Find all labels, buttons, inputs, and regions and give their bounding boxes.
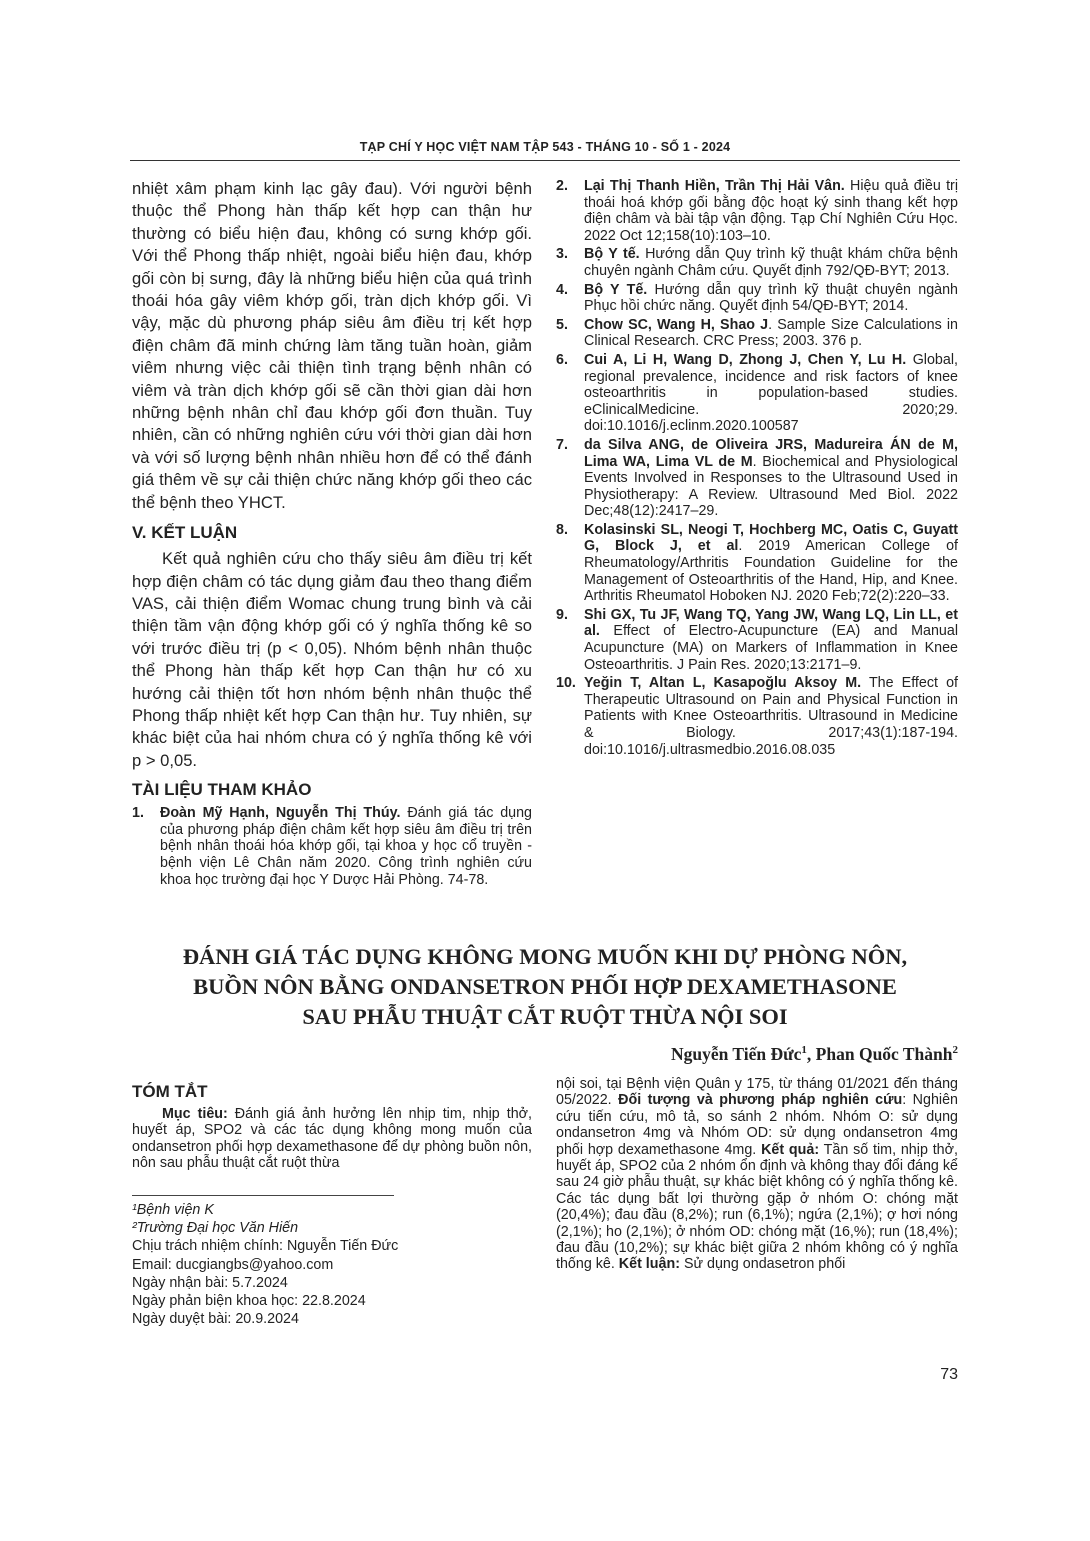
reference-body: Đánh giá tác dụng của phương pháp điện châm kết hợp siêu âm điều trị trên bệnh nhân thoái hóa khớp gối, tại khoa y học cổ truyền - bệnh viện Lê Chân năm 2020. Công trình nghiên cứu khoa học trường đại học Y Dược Hải Phòng. 74-78. [160, 805, 533, 888]
reference-item [556, 675, 958, 758]
reference-item [556, 352, 958, 435]
reference-text [584, 522, 958, 605]
reference-text [584, 317, 958, 350]
reference-item [556, 178, 958, 244]
affiliation-2: ²Trường Đại học Văn Hiến [132, 1220, 299, 1237]
reference-text [584, 282, 958, 315]
reference-body: Hướng dẫn quy trình kỹ thuật chuyên ngành Phục hồi chức năng. Quyết định 54/QĐ-BYT; 2014. [584, 281, 958, 315]
left-column [132, 178, 532, 890]
reference-authors: Bộ Y Tế. [584, 281, 648, 298]
discussion-paragraph: nhiệt xâm phạm kinh lạc gây đau). Với người bệnh thuộc thể Phong hàn thấp kết hợp can thận hư thường có biểu hiện đau, không có sưng khớp gối. Với thể Phong thấp nhiệt, ngoài biểu hiện đau, khớp gối còn bị sưng, đây là những biểu hiện của quá trình thoái hóa gây viêm khớp gối, tràn dịch khớp gối. Vì vậy, mặc dù phương pháp siêu âm điều trị kết hợp điện châm đã minh chứng làm tăng tuần hoàn, giảm viêm nhưng việc cải thiện tình trạng bệnh nhân có viêm và tràn dịch khớp gối sẽ cần thời gian dài hơn những bệnh nhân chỉ đau khớp gối đơn thuần. Tuy nhiên, cần có những nghiên cứu với thời gian dài hơn và với số lượng bệnh nhân nhiều hơn để có thể đánh giá thêm về sự cải thiện chức năng khớp gối theo các thể bệnh theo YHCT. [132, 179, 532, 512]
page-number: 73 [940, 1366, 958, 1383]
abstract-objective [132, 1106, 532, 1172]
abstract-text: Tần số tim, nhịp thở, huyết áp, SPO2 của 2 nhóm ổn định và không thay đổi đáng kể sau 24 giờ phẫu thuật, sự khác biệt không có ý nghĩa thống kê. Các tác dụng bất lợi thường gặp ở nhóm O: chóng mặt (20,4%); đau đầu (8,2%); run (6,1%); ngứa (2,1%); ợ hơi nóng (2,1%); ho (2,1%); ở nhóm OD: chóng mặt (16,%); run (18,4%); đau đầu (10,2%); sự khác biệt giữa 2 nhóm không có ý nghĩa thống kê. [556, 1141, 958, 1273]
right-column-references [556, 178, 958, 760]
reference-authors: Đoàn Mỹ Hạnh, Nguyễn Thị Thúy. [160, 805, 401, 822]
reference-number: 8. [556, 521, 568, 538]
journal-header: TẠP CHÍ Y HỌC VIỆT NAM TẬP 543 - THÁNG 10 - SỐ 1 - 2024 [359, 140, 731, 154]
reference-authors: Shi GX, Tu JF, Wang TQ, Yang JW, Wang LQ, Lin LL, et al. [584, 606, 958, 640]
reference-item [556, 282, 958, 315]
reference-text [584, 246, 958, 279]
reference-number: 7. [556, 436, 568, 453]
reference-body: Global, regional prevalence, incidence and risk factors of knee osteoarthritis in population-based studies. eClinicalMedicine. 2020;29. doi:10.1016/j.eclinm.2020.100587 [584, 351, 958, 435]
reference-body: . Biochemical and Physiological Events Involved in Responses to the Ultrasound Used in Physiotherapy: A Review. Ultrasound Med Biol. 2022 Dec;48(12):2417–29. [584, 453, 958, 520]
reference-body: Effect of Electro-Acupuncture (EA) and Manual Acupuncture (MA) on Markers of Inflammation in Knee Osteoarthritis. J Pain Res. 2020;13:2171–9. [584, 623, 958, 673]
references-heading: TÀI LIỆU THAM KHẢO [132, 780, 312, 800]
reference-body: Hướng dẫn Quy trình kỹ thuật khám chữa bệnh chuyên ngành Châm cứu. Quyết định 792/QĐ-BYT; 2013. [584, 246, 958, 279]
footnote-rule [132, 1195, 394, 1196]
reference-item [556, 522, 958, 605]
responsible-author: Chịu trách nhiệm chính: Nguyễn Tiến Đức [132, 1238, 399, 1255]
reference-authors: da Silva ANG, de Oliveira JRS, Madureira ÁN de M, Lima WA, Lima VL de M [584, 436, 958, 470]
article-title-line: ĐÁNH GIÁ TÁC DỤNG KHÔNG MONG MUỐN KHI DỰ PHÒNG NÔN, [182, 944, 908, 969]
reference-number: 5. [556, 316, 568, 333]
author-name: Phan Quốc Thành [815, 1044, 953, 1064]
article-title-line: BUỒN NÔN BẰNG ONDANSETRON PHỐI HỢP DEXAMETHASONE [193, 974, 897, 999]
received-date: Ngày nhận bài: 5.7.2024 [132, 1274, 288, 1291]
affiliation-1: ¹Bệnh viện K [132, 1202, 214, 1218]
article-title [130, 942, 960, 1032]
conclusion-heading: V. KẾT LUẬN [132, 523, 238, 543]
objective-label: Mục tiêu: [162, 1106, 228, 1122]
reference-item [132, 805, 532, 888]
reference-authors: Bộ Y tế. [584, 246, 640, 263]
author-affiliation-mark: 1 [801, 1044, 807, 1057]
reference-authors: Chow SC, Wang H, Shao J [584, 316, 769, 333]
reference-number: 6. [556, 351, 568, 368]
header-rule [130, 160, 960, 161]
reference-item [556, 246, 958, 279]
footnotes [132, 1201, 532, 1328]
abstract-right [556, 1076, 958, 1273]
reference-number: 2. [556, 178, 568, 194]
accepted-date: Ngày duyệt bài: 20.9.2024 [132, 1311, 299, 1328]
reference-text [160, 805, 532, 888]
reference-authors: Lại Thị Thanh Hiền, Trần Thị Hải Vân. [584, 178, 845, 194]
author-email: Email: ducgiangbs@yahoo.com [132, 1256, 334, 1273]
abstract-heading: TÓM TẮT [132, 1082, 208, 1101]
reference-text [584, 607, 958, 673]
results-label: Kết quả: [761, 1141, 820, 1158]
reference-item [556, 317, 958, 350]
reference-item [556, 437, 958, 520]
reference-text [584, 675, 958, 758]
abstract-continuation [556, 1076, 958, 1273]
abstract-text: : Nghiên cứu tiến cứu, mô tả, so sánh 2 nhóm. Nhóm O: sử dụng ondansetron 4mg và Nhóm OD: sử dụng ondansetron 4mg phối hợp dexamethasone 4mg. [556, 1092, 958, 1158]
reference-text [584, 437, 958, 520]
reference-body: . 2019 American College of Rheumatology/Arthritis Foundation Guideline for the Management of Osteoarthritis of the Hand, Hip, and Knee. Arthritis Rheumatol Hoboken NJ. 2020 Feb;72(2):220–33. [584, 538, 958, 605]
reference-number: 10. [556, 675, 576, 692]
author-affiliation-mark: 2 [952, 1044, 958, 1057]
reference-number: 4. [556, 281, 568, 298]
reference-number: 9. [556, 606, 568, 623]
abstract-text: Sử dụng ondasetron phối [679, 1256, 846, 1273]
methods-label: Đối tượng và phương pháp nghiên cứu [618, 1092, 903, 1109]
reference-text [584, 178, 958, 244]
conclusion-label: Kết luận: [618, 1256, 680, 1273]
reference-authors: Yeğin T, Altan L, Kasapoğlu Aksoy M. [584, 675, 862, 692]
reference-body: Hiệu quả điều trị thoái hoá khớp gối bằng độc hoạt ký sinh thang kết hợp điện châm và bài tập vận động. Tạp Chí Nghiên Cứu Học. 2022 Oct 12;158(10):103–10. [584, 178, 958, 244]
reference-number: 3. [556, 246, 568, 263]
reference-text [584, 352, 958, 435]
reference-authors: Kolasinski SL, Neogi T, Hochberg MC, Oatis C, Guyatt G, Block J, et al [584, 521, 958, 555]
abstract-text: nội soi, tại Bệnh viện Quân y 175, từ tháng 01/2021 đến tháng 05/2022. [556, 1076, 958, 1109]
article-authors [671, 1044, 958, 1065]
reference-authors: Cui A, Li H, Wang D, Zhong J, Chen Y, Lu H. [584, 351, 907, 368]
reference-body: . Sample Size Calculations in Clinical Research. CRC Press; 2003. 376 p. [584, 316, 958, 350]
reference-body: The Effect of Therapeutic Ultrasound on Pain and Physical Function in Patients with Knee Osteoarthritis. Ultrasound in Medicine & Biology. 2017;43(1):187-194. doi:10.1016/j.ultrasmedbio.2016.08.035 [584, 675, 958, 758]
abstract-left [132, 1082, 532, 1172]
author-separator: , [806, 1044, 816, 1064]
article-title-line: SAU PHẪU THUẬT CẮT RUỘT THỪA NỘI SOI [302, 1004, 788, 1029]
reference-number: 1. [132, 805, 144, 822]
review-date: Ngày phản biện khoa học: 22.8.2024 [132, 1293, 366, 1310]
conclusion-paragraph: Kết quả nghiên cứu cho thấy siêu âm điều trị kết hợp điện châm có tác dụng giảm đau theo thang điểm VAS, cải thiện điểm Womac chung trung bình và cải thiện tầm vận động khớp gối có ý nghĩa thống kê so với trước điều trị (p < 0,05). Nhóm bệnh nhân thuộc thể Phong hàn thấp kết hợp Can thận hư có xu hướng cải thiện tốt hơn nhóm bệnh nhân thuộc thể Phong thấp nhiệt kết hợp Can thận hư. Tuy nhiên, sự khác biệt của hai nhóm chưa có ý nghĩa thống kê với p > 0,05. [132, 549, 532, 770]
reference-item [556, 607, 958, 673]
objective-text: Đánh giá ảnh hưởng lên nhịp tim, nhịp thở, huyết áp, SPO2 và các tác dụng không mong muốn của ondansetron phối hợp dexamethasone để dự phòng buồn nôn, nôn sau phẫu thuật cắt ruột thừa [132, 1106, 532, 1172]
author-name: Nguyễn Tiến Đức [670, 1044, 802, 1064]
